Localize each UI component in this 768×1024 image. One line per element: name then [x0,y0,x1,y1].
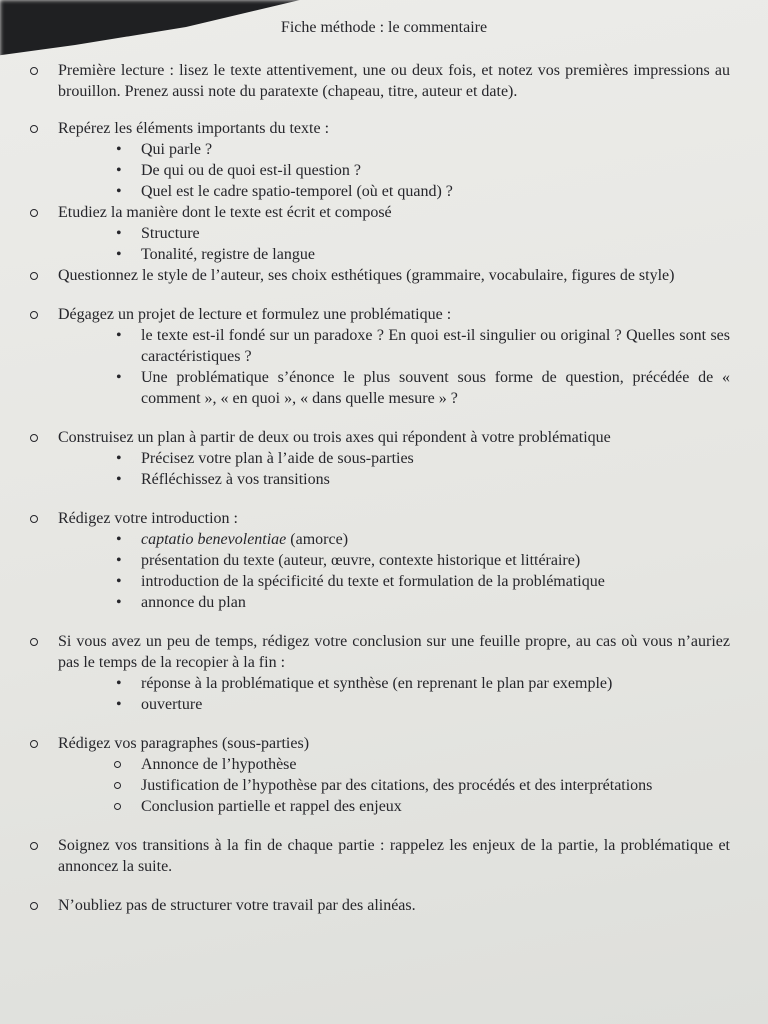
sub-item: • Une problématique s’énonce le plus souvent sous forme de question, précédée de « comment », « en quoi », « dans quelle mesure » ? [114,367,730,409]
sub-item: • annonce du plan [114,592,730,613]
step-text: Si vous avez un peu de temps, rédigez votre conclusion sur une feuille propre, au cas où vous n’auriez pas le temps de la recopier à la fin : [58,633,730,671]
hollow-circle-icon [30,209,38,217]
sub-item: • Réfléchissez à vos transitions [114,469,730,490]
sub-item: Conclusion partielle et rappel des enjeux [114,796,730,817]
method-step [30,427,730,490]
sub-item: Justification de l’hypothèse par des citations, des procédés et des interprétations [114,775,730,796]
method-step [30,304,730,409]
method-list [30,60,730,916]
method-step [30,508,730,613]
step-text: Etudiez la manière dont le texte est écrit et composé [58,204,392,221]
sub-item: • introduction de la spécificité du texte et formulation de la problématique [114,571,730,592]
sub-item: • De qui ou de quoi est-il question ? [114,160,730,181]
sub-list [58,529,730,613]
sub-item: • captatio benevolentiae (amorce) [114,529,730,550]
step-text: Construisez un plan à partir de deux ou trois axes qui répondent à votre problématique [58,429,611,446]
method-step [30,202,730,265]
method-step [30,733,730,817]
step-text: Dégagez un projet de lecture et formulez une problématique : [58,306,452,323]
hollow-circle-icon [30,842,38,850]
sub-list [58,223,730,265]
method-step [30,895,730,916]
step-text: Repérez les éléments importants du texte : [58,120,330,137]
sub-item: • réponse à la problématique et synthèse (en reprenant le plan par exemple) [114,673,730,694]
step-text: Questionnez le style de l’auteur, ses choix esthétiques (grammaire, vocabulaire, figures de style) [58,267,675,284]
hollow-circle-icon [30,67,38,75]
sub-list [58,673,730,715]
step-text: Rédigez votre introduction : [58,510,238,527]
sub-list [58,139,730,202]
method-step [30,118,730,202]
hollow-circle-icon [30,125,38,133]
sub-list [58,754,730,817]
step-text: Première lecture : lisez le texte attentivement, une ou deux fois, et notez vos premières impressions au brouillon. Prenez aussi note du paratexte (chapeau, titre, auteur et date). [58,62,730,100]
hollow-circle-icon [30,902,38,910]
hollow-circle-icon [30,740,38,748]
method-step [30,60,730,102]
hollow-circle-icon [30,434,38,442]
step-text: Rédigez vos paragraphes (sous-parties) [58,735,310,752]
sub-list [58,325,730,409]
sub-item: • le texte est-il fondé sur un paradoxe ? En quoi est-il singulier ou original ? Quelles sont ses caractéristiques ? [114,325,730,367]
sub-item: • ouverture [114,694,730,715]
sub-item: • Structure [114,223,730,244]
method-step [30,631,730,715]
hollow-circle-icon [30,272,38,280]
sub-item: • Quel est le cadre spatio-temporel (où et quand) ? [114,181,730,202]
sub-list [58,448,730,490]
hollow-circle-icon [30,638,38,646]
method-step [30,835,730,877]
hollow-circle-icon [30,311,38,319]
hollow-circle-icon [30,515,38,523]
sub-item: Annonce de l’hypothèse [114,754,730,775]
sub-item: • Tonalité, registre de langue [114,244,730,265]
step-text: N’oubliez pas de structurer votre travail par des alinéas. [58,897,416,914]
sub-item: • Précisez votre plan à l’aide de sous-parties [114,448,730,469]
step-text: Soignez vos transitions à la fin de chaque partie : rappelez les enjeux de la partie, la problématique et annoncez la suite. [58,837,730,875]
page-title: Fiche méthode : le commentaire [280,19,488,36]
sub-item-italic: captatio benevolentiae [141,531,287,548]
method-step [30,265,730,286]
sub-item: • présentation du texte (auteur, œuvre, contexte historique et littéraire) [114,550,730,571]
sub-item: • Qui parle ? [114,139,730,160]
